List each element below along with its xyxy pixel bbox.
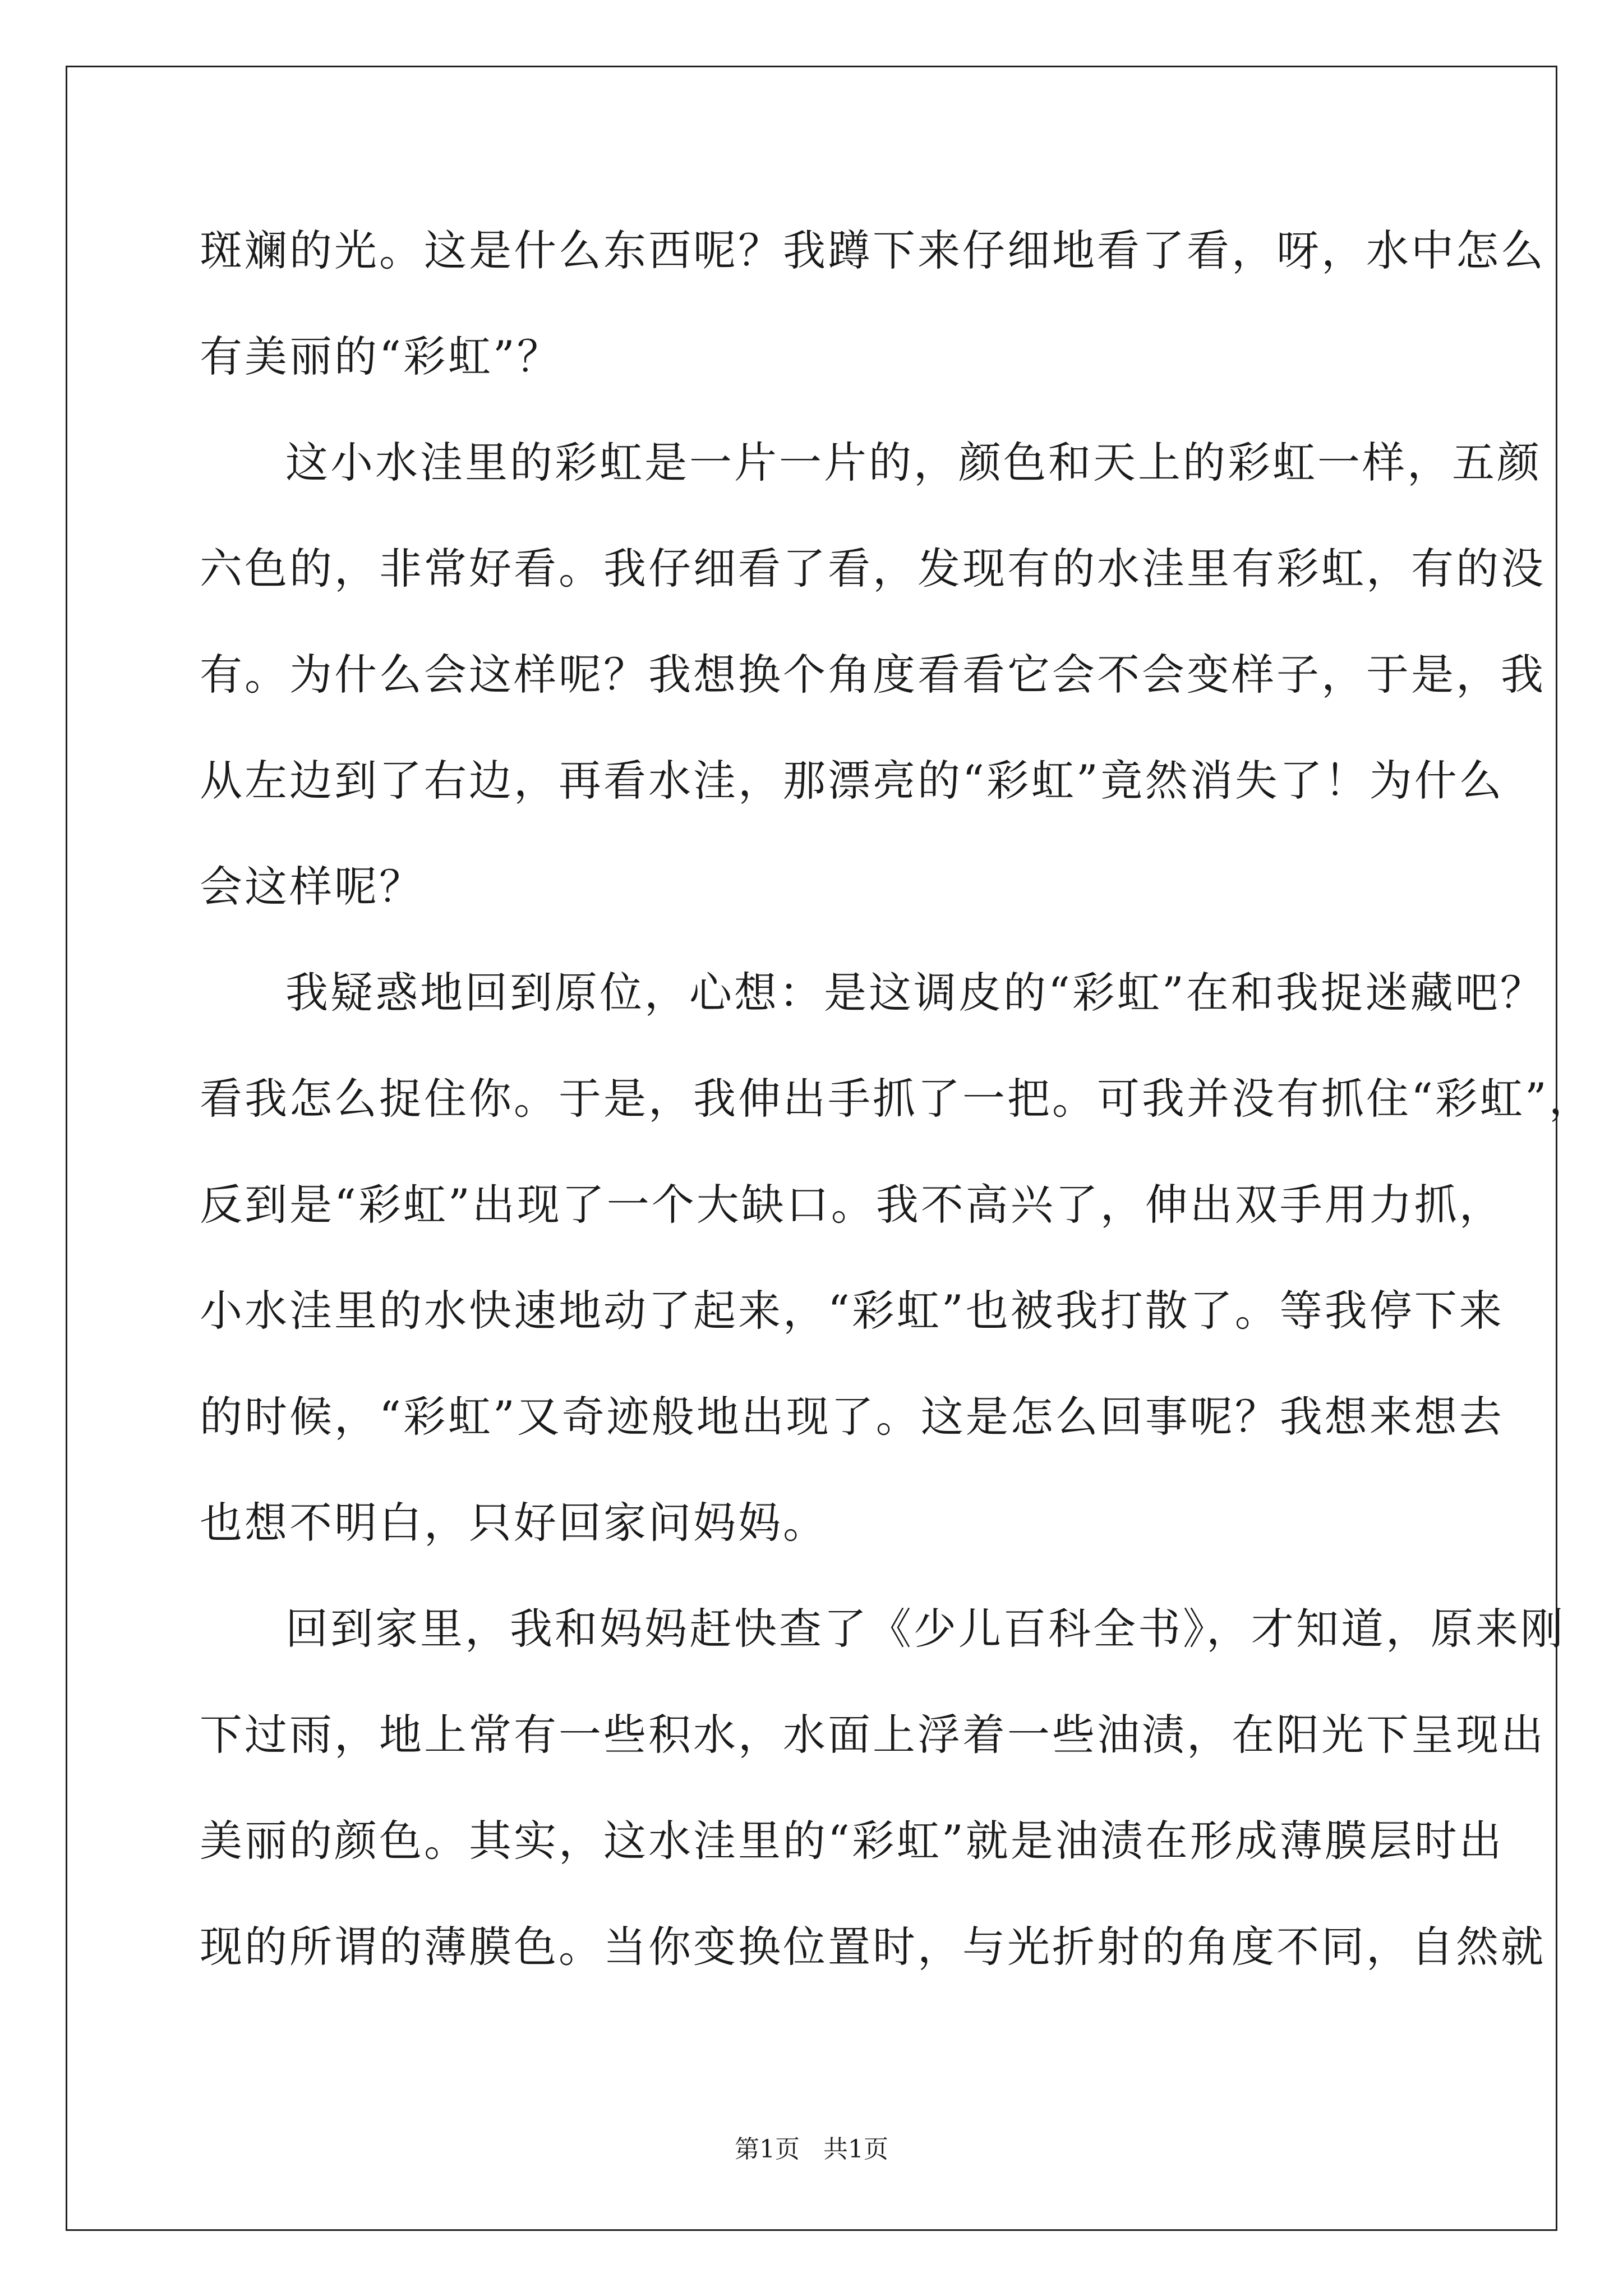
text-line-10: 反到是“彩虹”出现了一个大缺口。我不高兴了，伸出双手用力抓， — [200, 1180, 1504, 1230]
document-body — [200, 197, 1594, 2000]
text-line-9: 看我怎么捉住你。于是，我伸出手抓了一把。可我并没有抓住“彩虹”， — [200, 1074, 1594, 1124]
text-line-13: 也想不明白，只好回家问妈妈。 — [200, 1498, 828, 1548]
text-line-16: 美丽的颜色。其实，这水洼里的“彩虹”就是油渍在形成薄膜层时出 — [200, 1816, 1504, 1866]
text-line-3: 这小水洼里的彩虹是一片一片的，颜色和天上的彩虹一样，五颜 — [285, 438, 1542, 487]
text-line-6: 从左边到了右边，再看水洼，那漂亮的“彩虹”竟然消失了！为什么 — [200, 756, 1504, 806]
text-line-7: 会这样呢？ — [200, 862, 424, 912]
text-line-15: 下过雨，地上常有一些积水，水面上浮着一些油渍，在阳光下呈现出 — [200, 1710, 1546, 1760]
text-line-2: 有美丽的“彩虹”？ — [200, 332, 562, 381]
text-line-8: 我疑惑地回到原位，心想：是这调皮的“彩虹”在和我捉迷藏吧？ — [285, 968, 1545, 1018]
page-number: 第1页 — [735, 2135, 800, 2164]
text-line-14: 回到家里，我和妈妈赶快查了《少儿百科全书》，才知道，原来刚 — [285, 1604, 1565, 1654]
text-line-17: 现的所谓的薄膜色。当你变换位置时，与光折射的角度不同，自然就 — [200, 1922, 1546, 1972]
text-line-5: 有。为什么会这样呢？我想换个角度看看它会不会变样子，于是，我 — [200, 650, 1546, 700]
page-footer — [0, 2133, 1623, 2166]
text-line-12: 的时候，“彩虹”又奇迹般地出现了。这是怎么回事呢？我想来想去 — [200, 1392, 1504, 1442]
text-line-11: 小水洼里的水快速地动了起来，“彩虹”也被我打散了。等我停下来 — [200, 1286, 1504, 1336]
text-line-1: 斑斓的光。这是什么东西呢？我蹲下来仔细地看了看，呀，水中怎么 — [200, 226, 1546, 275]
page-total: 共1页 — [823, 2135, 888, 2164]
text-line-4: 六色的，非常好看。我仔细看了看，发现有的水洼里有彩虹，有的没 — [200, 544, 1546, 593]
